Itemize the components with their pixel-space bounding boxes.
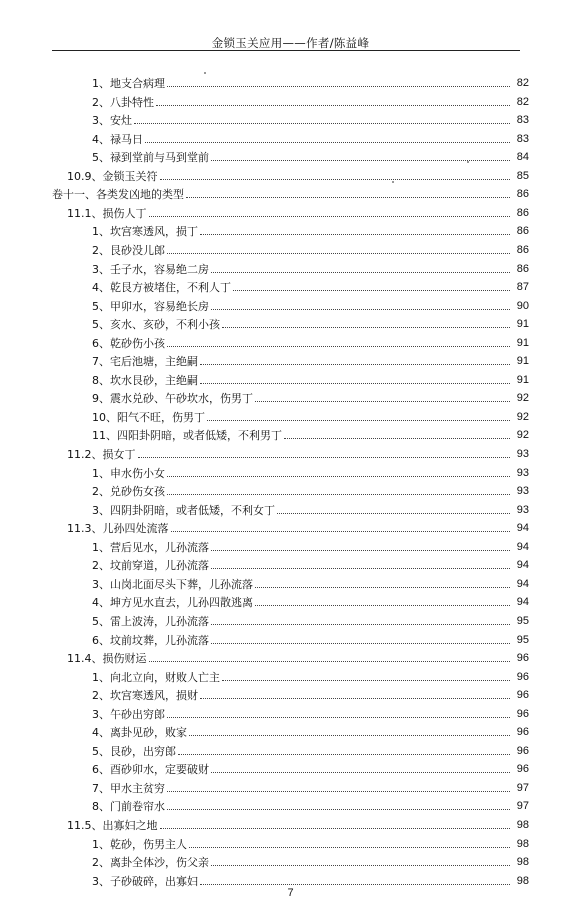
toc-entry-title: 3、午砂出穷郎 bbox=[92, 707, 165, 721]
toc-dot-leader bbox=[211, 568, 510, 569]
toc-dot-leader bbox=[138, 457, 511, 458]
toc-entry[interactable] bbox=[0, 646, 581, 665]
toc-entry[interactable] bbox=[0, 386, 581, 405]
toc-dot-leader bbox=[167, 476, 510, 477]
toc-entry-page: 82 bbox=[516, 77, 529, 89]
toc-entry[interactable] bbox=[0, 461, 581, 480]
toc-entry-page: 98 bbox=[516, 856, 529, 869]
toc-dot-leader bbox=[200, 884, 510, 885]
toc-entry-page: 86 bbox=[516, 225, 529, 238]
toc-entry[interactable] bbox=[0, 553, 581, 572]
toc-entry-page: 96 bbox=[516, 707, 529, 720]
toc-entry-title: 5、亥水、亥砂，不利小孩 bbox=[92, 318, 220, 332]
toc-dot-leader bbox=[255, 587, 510, 588]
toc-dot-leader bbox=[255, 401, 510, 402]
toc-entry-title: 3、壬子水，容易绝二房 bbox=[92, 262, 209, 276]
toc-entry-title: 5、甲卯水，容易绝长房 bbox=[92, 299, 209, 313]
toc-entry-page: 94 bbox=[516, 522, 529, 535]
toc-entry-page: 96 bbox=[516, 726, 529, 739]
toc-dot-leader bbox=[156, 105, 510, 106]
toc-entry-page: 93 bbox=[516, 503, 529, 516]
toc-entry[interactable] bbox=[0, 108, 581, 127]
toc-entry-page: 92 bbox=[516, 392, 529, 405]
toc-entry-title: 2、离卦全体沙，伤父亲 bbox=[92, 856, 209, 870]
toc-entry-page: 97 bbox=[516, 800, 529, 813]
toc-entry-title: 11.1、损伤人丁 bbox=[67, 206, 147, 220]
toc-entry[interactable] bbox=[0, 479, 581, 498]
toc-dot-leader bbox=[171, 531, 511, 532]
toc-entry-title: 1、地支合病理 bbox=[92, 77, 165, 90]
toc-dot-leader bbox=[222, 327, 510, 328]
toc-entry-page: 93 bbox=[516, 466, 529, 479]
toc-entry[interactable] bbox=[0, 757, 581, 776]
toc-entry-title: 11.2、损女丁 bbox=[67, 448, 136, 461]
toc-entry-page: 97 bbox=[516, 781, 529, 794]
toc-entry-title: 11.5、出寡妇之地 bbox=[67, 819, 158, 832]
toc-entry-title: 4、乾艮方被堵住，不利人丁 bbox=[92, 281, 231, 295]
toc-dot-leader bbox=[167, 86, 510, 87]
toc-entry[interactable] bbox=[0, 405, 581, 424]
toc-entry-page: 91 bbox=[516, 336, 529, 349]
toc-entry-page: 94 bbox=[516, 596, 529, 609]
toc-entry[interactable] bbox=[0, 739, 581, 758]
toc-dot-leader bbox=[134, 123, 510, 124]
toc-entry[interactable] bbox=[0, 850, 581, 869]
toc-entry[interactable] bbox=[0, 535, 581, 554]
toc-dot-leader bbox=[186, 197, 510, 198]
toc-entry-title: 6、坟前坟葬，儿孙流落 bbox=[92, 633, 209, 647]
toc-entry[interactable] bbox=[0, 702, 581, 721]
toc-entry-title: 9、震水兑砂、午砂坎水，伤男丁 bbox=[92, 392, 253, 406]
toc-entry[interactable] bbox=[0, 331, 581, 350]
toc-entry[interactable] bbox=[0, 349, 581, 368]
toc-entry-page: 95 bbox=[516, 633, 529, 646]
running-header: 金锁玉关应用——作者/陈益峰 bbox=[211, 36, 370, 50]
toc-dot-leader bbox=[211, 772, 510, 773]
toc-dot-leader bbox=[211, 624, 510, 625]
toc-entry[interactable] bbox=[0, 516, 581, 535]
toc-entry-page: 98 bbox=[516, 874, 529, 887]
toc-dot-leader bbox=[211, 550, 510, 551]
toc-dot-leader bbox=[189, 847, 510, 848]
toc-dot-leader bbox=[207, 420, 510, 421]
toc-entry-title: 11.3、儿孙四处流落 bbox=[67, 522, 169, 536]
toc-entry-title: 2、八卦特性 bbox=[92, 95, 154, 109]
toc-dot-leader bbox=[211, 643, 510, 644]
toc-entry[interactable] bbox=[0, 498, 581, 517]
toc-dot-leader bbox=[211, 160, 510, 161]
toc-entry-title: 1、坎宫寒透风，损丁 bbox=[92, 225, 198, 239]
toc-entry[interactable] bbox=[0, 813, 581, 832]
toc-entry-page: 93 bbox=[516, 448, 529, 460]
toc-entry-title: 3、四阴卦阴暗，或者低矮，不利女丁 bbox=[92, 503, 275, 517]
toc-entry-title: 2、坟前穿道，儿孙流落 bbox=[92, 559, 209, 573]
toc-entry-page: 93 bbox=[516, 485, 529, 498]
toc-dot-leader bbox=[167, 791, 510, 792]
toc-dot-leader bbox=[211, 309, 510, 310]
toc-entry-title: 6、乾砂伤小孩 bbox=[92, 336, 165, 350]
toc-entry[interactable] bbox=[0, 869, 581, 888]
toc-entry[interactable] bbox=[0, 590, 581, 609]
toc-entry-page: 86 bbox=[516, 243, 529, 256]
toc-dot-leader bbox=[200, 234, 510, 235]
toc-entry-page: 96 bbox=[516, 744, 529, 757]
toc-entry-page: 82 bbox=[516, 95, 529, 108]
toc-entry-title: 3、子砂破碎，出寡妇 bbox=[92, 874, 198, 888]
toc-dot-leader bbox=[160, 179, 511, 180]
toc-entry[interactable] bbox=[0, 71, 581, 90]
page-number: 7 bbox=[287, 887, 294, 899]
toc-entry[interactable] bbox=[0, 275, 581, 294]
toc-entry[interactable] bbox=[0, 832, 581, 851]
toc-entry-page: 96 bbox=[516, 689, 529, 702]
toc-entry-title: 5、艮砂，出穷郎 bbox=[92, 744, 176, 758]
toc-entry-page: 98 bbox=[516, 819, 529, 831]
toc-entry[interactable] bbox=[0, 628, 581, 647]
toc-dot-leader bbox=[160, 828, 511, 829]
toc-dot-leader bbox=[200, 364, 510, 365]
toc-entry[interactable] bbox=[0, 609, 581, 628]
toc-entry-title: 11、四阳卦阴暗，或者低矮，不利男丁 bbox=[92, 429, 282, 443]
toc-entry-page: 96 bbox=[516, 763, 529, 776]
toc-dot-leader bbox=[211, 865, 510, 866]
toc-entry-title: 5、雷上波涛，儿孙流落 bbox=[92, 614, 209, 628]
toc-entry[interactable] bbox=[0, 294, 581, 313]
toc-entry-title: 1、向北立向，财败人亡主 bbox=[92, 670, 220, 684]
toc-entry-page: 87 bbox=[516, 281, 529, 294]
toc-entry-title: 11.4、损伤财运 bbox=[67, 652, 147, 666]
toc-entry[interactable] bbox=[0, 145, 581, 164]
toc-entry[interactable] bbox=[0, 164, 581, 183]
toc-dot-leader bbox=[222, 680, 510, 681]
toc-entry-title: 10.9、金锁玉关符 bbox=[67, 169, 158, 183]
toc-dot-leader bbox=[200, 698, 510, 699]
toc-entry-page: 92 bbox=[516, 429, 529, 442]
toc-entry[interactable] bbox=[0, 683, 581, 702]
toc-entry-page: 83 bbox=[516, 132, 529, 145]
toc-entry-page: 85 bbox=[516, 169, 529, 182]
scan-speck bbox=[467, 161, 469, 163]
toc-entry-page: 96 bbox=[516, 652, 529, 665]
toc-dot-leader bbox=[145, 142, 510, 143]
toc-entry[interactable] bbox=[0, 312, 581, 331]
toc-entry[interactable] bbox=[0, 665, 581, 684]
toc-entry-title: 7、甲水主贫穷 bbox=[92, 781, 165, 795]
toc-entry-title: 卷十一、各类发凶地的类型 bbox=[52, 188, 184, 202]
toc-entry-page: 98 bbox=[516, 837, 529, 850]
toc-entry[interactable] bbox=[0, 90, 581, 109]
toc-entry[interactable] bbox=[0, 257, 581, 276]
toc-entry[interactable] bbox=[0, 127, 581, 146]
toc-entry[interactable] bbox=[0, 442, 581, 461]
toc-entry-page: 91 bbox=[516, 355, 529, 368]
toc-entry-page: 83 bbox=[516, 114, 529, 127]
toc-entry-title: 4、离卦见砂，败家 bbox=[92, 726, 187, 740]
toc-entry-page: 95 bbox=[516, 614, 529, 627]
toc-entry-title: 3、山岗北面尽头下葬，儿孙流落 bbox=[92, 577, 253, 591]
toc-entry[interactable] bbox=[0, 423, 581, 442]
toc-dot-leader bbox=[167, 494, 510, 495]
toc-dot-leader bbox=[189, 735, 510, 736]
toc-dot-leader bbox=[233, 290, 510, 291]
toc-entry[interactable] bbox=[0, 572, 581, 591]
toc-entry-title: 2、艮砂没儿郎 bbox=[92, 243, 165, 257]
toc-entry[interactable] bbox=[0, 794, 581, 813]
toc-dot-leader bbox=[178, 754, 510, 755]
toc-dot-leader bbox=[167, 253, 510, 254]
toc-entry-title: 1、申水伤小女 bbox=[92, 466, 165, 480]
toc-entry-title: 10、阳气不旺，伤男丁 bbox=[92, 410, 205, 424]
toc-entry-title: 7、宅后池塘，主绝嗣 bbox=[92, 355, 198, 369]
toc-entry-title: 4、坤方见水直去，儿孙四散逃离 bbox=[92, 596, 253, 610]
toc-entry[interactable] bbox=[0, 720, 581, 739]
toc-dot-leader bbox=[284, 438, 510, 439]
toc-dot-leader bbox=[200, 383, 510, 384]
toc-entry[interactable] bbox=[0, 238, 581, 257]
toc-entry-title: 8、门前卷帘水 bbox=[92, 800, 165, 814]
toc-entry[interactable] bbox=[0, 219, 581, 238]
toc-entry-title: 6、酉砂卯水，定要破财 bbox=[92, 763, 209, 777]
scan-speck bbox=[204, 72, 206, 74]
toc-dot-leader bbox=[255, 605, 510, 606]
toc-entry[interactable] bbox=[0, 776, 581, 795]
scan-speck bbox=[392, 181, 394, 183]
header-rule bbox=[52, 50, 520, 51]
toc-entry-page: 94 bbox=[516, 540, 529, 553]
toc-entry-title: 2、兑砂伤女孩 bbox=[92, 485, 165, 499]
toc-entry-page: 86 bbox=[516, 206, 529, 219]
toc-entry-title: 8、坎水艮砂，主绝嗣 bbox=[92, 373, 198, 387]
toc-entry-title: 1、营后见水，儿孙流落 bbox=[92, 540, 209, 554]
toc-dot-leader bbox=[149, 216, 511, 217]
toc-entry-page: 86 bbox=[516, 188, 529, 201]
toc-entry-page: 94 bbox=[516, 559, 529, 572]
toc-entry-title: 3、安灶 bbox=[92, 114, 132, 128]
toc-dot-leader bbox=[211, 272, 510, 273]
toc-entry-title: 1、乾砂，伤男主人 bbox=[92, 837, 187, 851]
toc-entry-page: 91 bbox=[516, 318, 529, 331]
toc-entry-page: 92 bbox=[516, 410, 529, 423]
toc-entry-page: 91 bbox=[516, 373, 529, 386]
toc-entry-page: 90 bbox=[516, 299, 529, 312]
toc-entry-page: 96 bbox=[516, 670, 529, 683]
toc-dot-leader bbox=[167, 346, 510, 347]
toc-entry[interactable] bbox=[0, 201, 581, 220]
toc-entry[interactable] bbox=[0, 182, 581, 201]
toc-entry[interactable] bbox=[0, 368, 581, 387]
toc-entry-page: 84 bbox=[516, 151, 529, 164]
toc-dot-leader bbox=[167, 717, 510, 718]
toc-dot-leader bbox=[149, 661, 511, 662]
toc-entry-page: 94 bbox=[516, 577, 529, 590]
toc-entry-title: 2、坎宫寒透风，损财 bbox=[92, 689, 198, 703]
toc-entry-title: 5、禄到堂前与马到堂前 bbox=[92, 151, 209, 165]
toc-dot-leader bbox=[277, 513, 510, 514]
toc-dot-leader bbox=[167, 809, 510, 810]
toc-entry-title: 4、禄马日 bbox=[92, 132, 143, 146]
toc-entry-page: 86 bbox=[516, 262, 529, 275]
